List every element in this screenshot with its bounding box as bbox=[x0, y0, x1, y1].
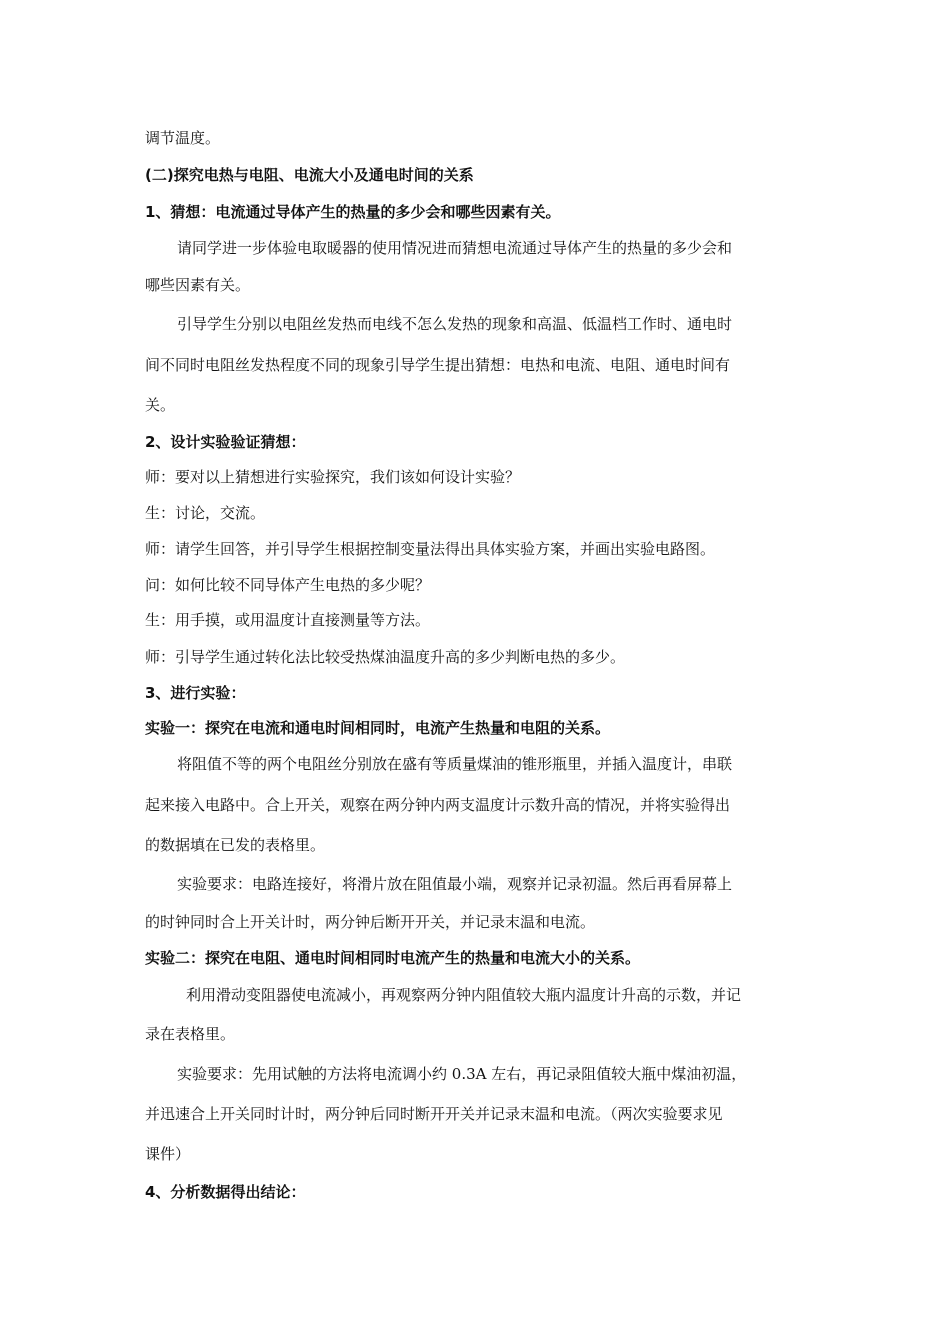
dialogue-line: 师：要对以上猜想进行实验探究，我们该如何设计实验？ bbox=[145, 468, 521, 486]
paragraph-line: 的数据填在已发的表格里。 bbox=[145, 836, 326, 854]
paragraph-line: 将阻值不等的两个电阻丝分别放在盛有等质量煤油的锥形瓶里，并插入温度计，串联 bbox=[177, 755, 733, 773]
dialogue-line: 生：讨论，交流。 bbox=[145, 504, 266, 522]
step-heading: 4、分析数据得出结论： bbox=[145, 1183, 306, 1201]
paragraph-line: 课件） bbox=[145, 1145, 191, 1163]
experiment-heading: 实验一：探究在电流和通电时间相同时，电流产生热量和电阻的关系。 bbox=[145, 719, 611, 737]
paragraph-line: 实验要求：电路连接好，将滑片放在阻值最小端，观察并记录初温。然后再看屏幕上 bbox=[177, 875, 733, 893]
text-line: 调节温度。 bbox=[145, 129, 221, 147]
step-heading: 3、进行实验： bbox=[145, 684, 246, 702]
paragraph-line: 引导学生分别以电阻丝发热而电线不怎么发热的现象和高温、低温档工作时、通电时 bbox=[177, 315, 733, 333]
step-heading: 1、猜想：电流通过导体产生的热量的多少会和哪些因素有关。 bbox=[145, 203, 561, 221]
paragraph-line: 录在表格里。 bbox=[145, 1025, 236, 1043]
paragraph-line: 利用滑动变阻器使电流减小，再观察两分钟内阻值较大瓶内温度计升高的示数，并记 bbox=[186, 986, 742, 1004]
paragraph-line: 实验要求：先用试触的方法将电流调小约 0.3A 左右，再记录阻值较大瓶中煤油初温， bbox=[177, 1065, 747, 1083]
paragraph-line: 间不同时电阻丝发热程度不同的现象引导学生提出猜想：电热和电流、电阻、通电时间有 bbox=[145, 356, 731, 374]
experiment-heading: 实验二：探究在电阻、通电时间相同时电流产生的热量和电流大小的关系。 bbox=[145, 949, 641, 967]
dialogue-line: 生：用手摸，或用温度计直接测量等方法。 bbox=[145, 611, 431, 629]
dialogue-line: 师：引导学生通过转化法比较受热煤油温度升高的多少判断电热的多少。 bbox=[145, 648, 626, 666]
paragraph-line: 起来接入电路中。合上开关，观察在两分钟内两支温度计示数升高的情况，并将实验得出 bbox=[145, 796, 731, 814]
dialogue-line: 师：请学生回答，并引导学生根据控制变量法得出具体实验方案，并画出实验电路图。 bbox=[145, 540, 716, 558]
paragraph-line: 并迅速合上开关同时计时，两分钟后同时断开开关并记录末温和电流。（两次实验要求见 bbox=[145, 1105, 723, 1123]
paragraph-line: 请同学进一步体验电取暖器的使用情况进而猜想电流通过导体产生的热量的多少会和 bbox=[177, 239, 733, 257]
step-heading: 2、设计实验验证猜想： bbox=[145, 433, 306, 451]
section-heading: (二)探究电热与电阻、电流大小及通电时间的关系 bbox=[145, 166, 474, 184]
dialogue-line: 问：如何比较不同导体产生电热的多少呢？ bbox=[145, 576, 431, 594]
paragraph-line: 的时钟同时合上开关计时，两分钟后断开开关，并记录末温和电流。 bbox=[145, 913, 596, 931]
paragraph-line: 哪些因素有关。 bbox=[145, 276, 251, 294]
paragraph-line: 关。 bbox=[145, 396, 176, 414]
